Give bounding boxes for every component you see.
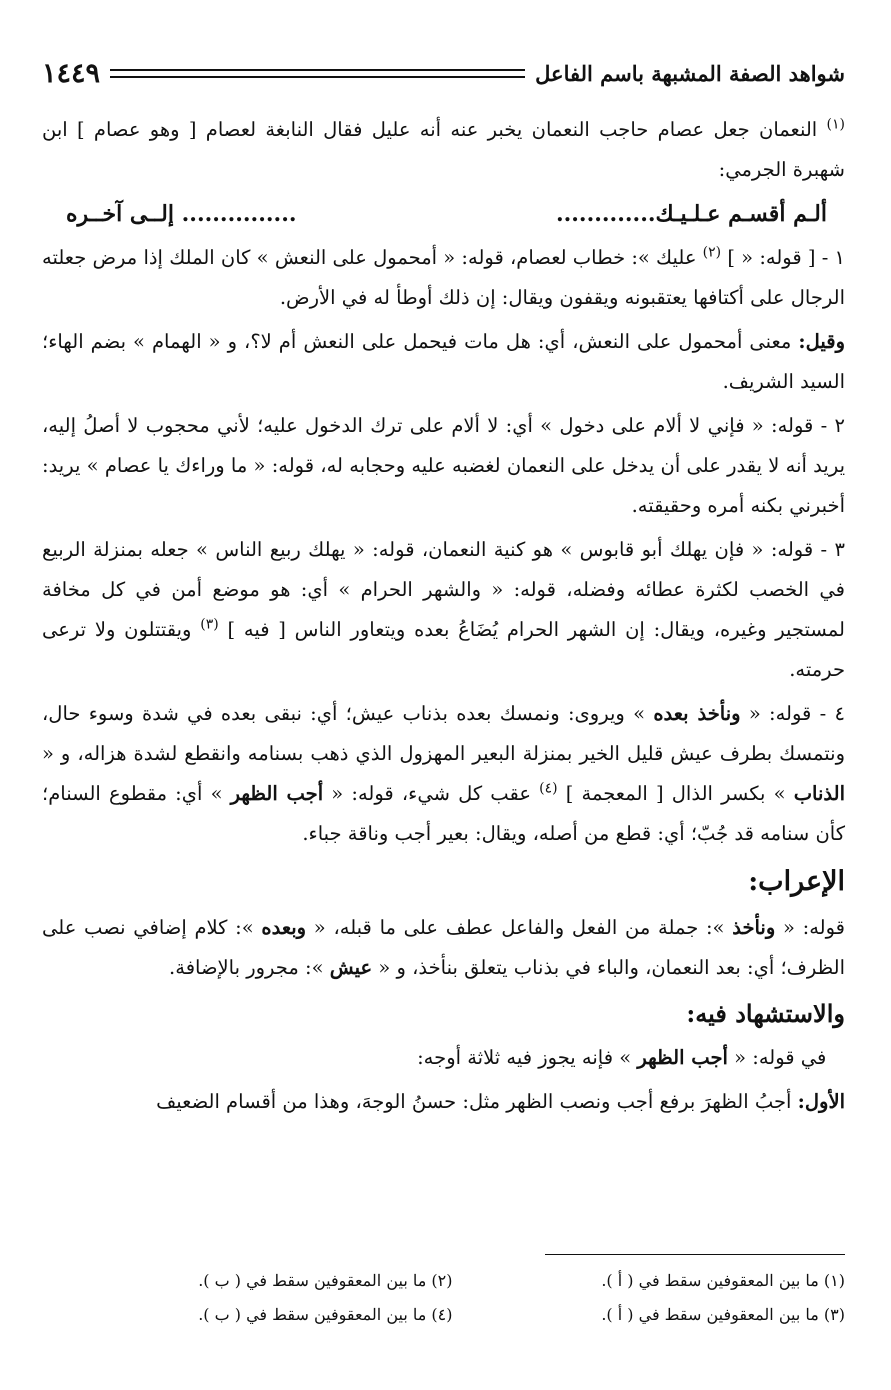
footnote-1: (١) ما بين المعقوفين سقط في ( أ ). [601, 1271, 845, 1290]
footnote-ref: (٢) [702, 244, 722, 261]
lead-word: وقيل: [798, 330, 845, 353]
explanation-paragraph-4 [42, 694, 845, 854]
irab-section [42, 908, 845, 988]
footnote-row [60, 1264, 845, 1298]
footnote-ref: (٣) [200, 616, 219, 633]
irab-paragraph [42, 908, 845, 988]
explanation-section [42, 238, 845, 854]
istishhad-section [42, 1038, 845, 1122]
bold-term: الذناب [793, 782, 846, 805]
text-span: » فإنه يجوز فيه ثلاثة أوجه: [417, 1046, 638, 1069]
text-span: ٣ - قوله: « فإن يهلك أبو قابوس » هو كنية النعمان، قوله: « يهلك ربيع الناس » جعله بمنزلة الربيع في الخصب لكثرة عطائه وفضله، قوله: « والشهر الحرام » أي: هو موضع أمن في كل مخافة لمستجير وغيره، ويقال: إن الشهر الحرام يُضَاعُ بعده ويتعاور الناس [ فيه ] [42, 538, 845, 641]
intro-paragraph [42, 110, 845, 190]
footnote-ref: (١) [826, 116, 845, 133]
running-title: شواهد الصفة المشبهة باسم الفاعل [535, 60, 845, 86]
footnote-ref: (٤) [539, 780, 558, 797]
intro-text: النعمان جعل عصام حاجب النعمان يخبر عنه أنه عليل فقال النابغة لعصام [ وهو عصام ] ابن شهبرة الجرمي: [42, 118, 845, 181]
main-text [42, 110, 845, 190]
lead-word: الأول: [797, 1090, 845, 1113]
page-number: ١٤٤٩ [42, 57, 101, 89]
running-header [42, 50, 845, 96]
text-span: » ويروى: ونمسك بعده بذناب عيش؛ أي: نبقى بعده في شدة وسوء حال، ونتمسك بطرف عيش قليل الخير بمنزلة البعير المهزول الذي ذهب بسنامه وانقطع لشدة هزاله، و « [42, 702, 845, 765]
text-span: »: كلام إضافي نصب على الظرف؛ أي: بعد النعمان، والباء في بذناب يتعلق بنأخذ، و « [42, 916, 845, 979]
text-span: عقب كل شيء، قوله: « [323, 782, 540, 805]
verse-first-hemistich: ألـم أقسـم عـلـيـك............. [555, 201, 827, 227]
text-span: أجبُ الظهرَ برفع أجب ونصب الظهر مثل: حسنُ الوجهَ، وهذا من أقسام الضعيف [156, 1090, 798, 1113]
footnote-row [60, 1298, 845, 1332]
irab-heading: الإعراب: [748, 866, 845, 897]
first-aspect-paragraph [42, 1082, 845, 1122]
bold-term: ونأخذ بعده [653, 702, 741, 725]
text-span: معنى أمحمول على النعش، أي: هل مات فيحمل على النعش أم لا؟، و « الهمام » بضم الهاء؛ السيد الشريف. [42, 330, 845, 393]
verse-second-hemistich: ............... إلــى آخــره [66, 201, 297, 227]
text-span: ويقتتلون ولا ترعى حرمته. [42, 618, 845, 681]
text-span: » أي: مقطوع السنام؛ كأن سنامه قد جُبّ؛ أي: قطع من أصله، ويقال: بعير أجب وناقة جباء. [42, 782, 845, 845]
bold-term: أجب الظهر [637, 1046, 728, 1069]
footnotes [60, 1264, 845, 1332]
text-span: » بكسر الذال [ المعجمة ] [557, 782, 794, 805]
bold-term: أجب الظهر [230, 782, 324, 805]
explanation-paragraph-2: ٢ - قوله: « فإني لا ألام على دخول » أي: لا ألام على ترك الدخول عليه؛ لأني محجوب لا أصلُ إليه، يريد أنه لا يقدر على أن يدخل على النعمان لغضبه عليه وحجابه له، قوله: « ما وراءك يا عصام » يريد: أخبرني بكنه أمره وحقيقته. [42, 414, 845, 517]
text-span: قوله: « [775, 916, 845, 939]
bold-term: وبعده [261, 916, 307, 939]
text-span: عليك »: خطاب لعصام، قوله: « أمحمول على النعش » كان الملك إذا مرض جعلته الرجال على أكتافها يعتقبونه ويقفون ويقال: إن ذلك أوطأ له في الأرض. [42, 246, 845, 309]
istishhad-heading: والاستشهاد فيه: [686, 999, 845, 1028]
explanation-paragraph-1 [42, 238, 845, 318]
footnote-4: (٤) ما بين المعقوفين سقط في ( ب ). [198, 1305, 453, 1324]
bold-term: عيش [329, 956, 373, 979]
footnote-separator [545, 1254, 845, 1255]
bold-term: ونأخذ [732, 916, 776, 939]
text-span: ١ - [ قوله: « ] [721, 246, 845, 269]
text-span: »: مجرور بالإضافة. [169, 956, 330, 979]
explanation-paragraph-1b [42, 322, 845, 402]
footnote-2: (٢) ما بين المعقوفين سقط في ( ب ). [198, 1271, 453, 1290]
verse-line [42, 194, 845, 234]
text-span: في قوله: « [727, 1046, 827, 1069]
istishhad-paragraph [42, 1038, 845, 1078]
text-span: ٤ - قوله: « [740, 702, 845, 725]
text-span: »: جملة من الفعل والفاعل عطف على ما قبله، « [306, 916, 733, 939]
footnote-3: (٣) ما بين المعقوفين سقط في ( أ ). [601, 1305, 845, 1324]
header-double-rule [110, 69, 525, 78]
explanation-paragraph-3 [42, 530, 845, 690]
